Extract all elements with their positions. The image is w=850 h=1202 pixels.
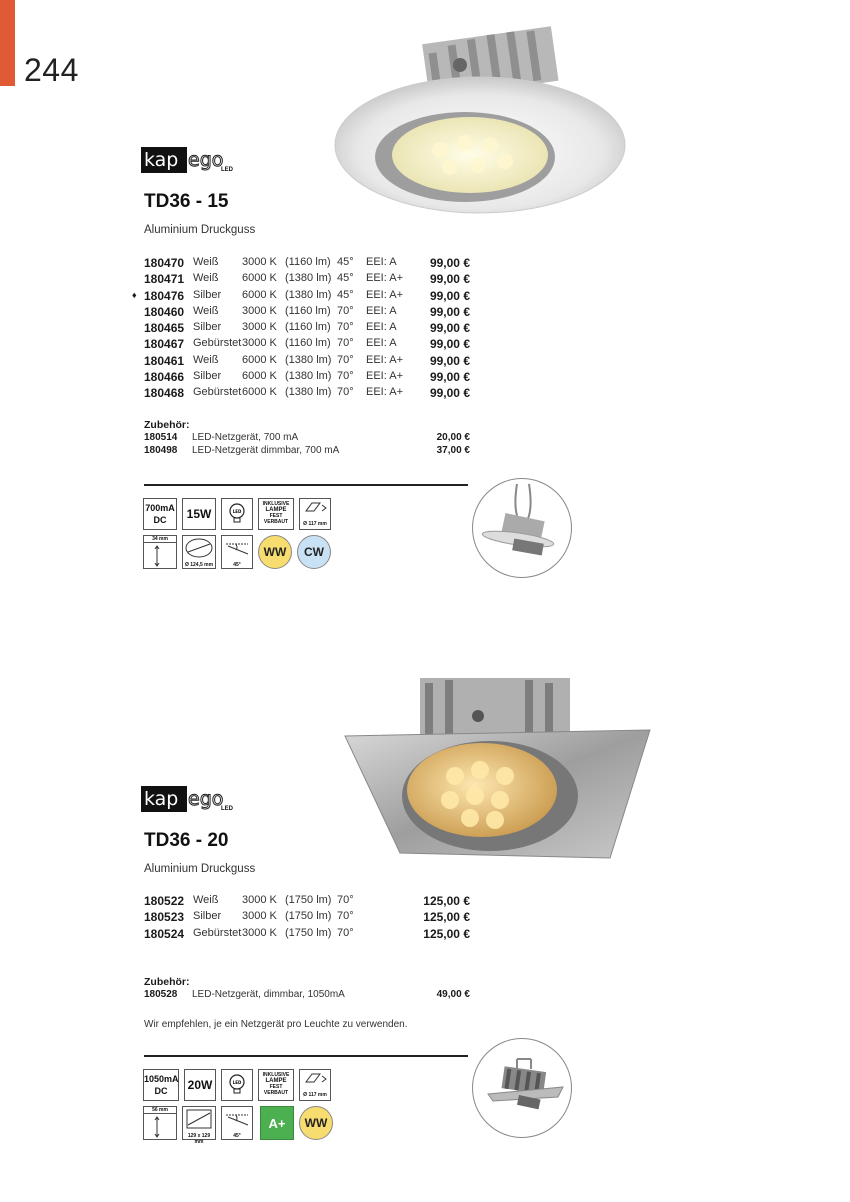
current-type: DC [153, 515, 167, 525]
lamp-label-2: LAMPE [265, 1078, 287, 1084]
color-temperature: 6000 K [242, 370, 277, 383]
current-icon [143, 498, 177, 530]
tilt-icon [221, 1106, 253, 1140]
depth-icon [143, 1106, 177, 1140]
energy-efficiency-class: EEI: A [366, 321, 397, 334]
accessory-code: 180528 [144, 989, 178, 1000]
lamp-label-3: FEST VERBAUT [263, 1084, 289, 1096]
accessory-code: 180514 [144, 432, 178, 443]
luminous-flux: (1750 lm) [285, 894, 332, 906]
accessory-code: 180498 [144, 445, 178, 456]
variant-row [132, 288, 470, 305]
product-thumbnail-round [472, 478, 572, 578]
beam-angle: 70° [337, 304, 354, 317]
current-icon [143, 1069, 179, 1101]
color-temperature: 3000 K [242, 321, 277, 334]
energy-efficiency-class: EEI: A [366, 337, 397, 350]
energy-efficiency-class: EEI: A+ [366, 288, 403, 301]
lamp-label-1: INKLUSIVE [262, 501, 290, 507]
finish-color: Weiß [193, 304, 219, 317]
article-number: 180476 [144, 288, 185, 303]
product-photo-round-downlight [330, 15, 650, 225]
accessory-row [144, 445, 470, 458]
article-number: 180470 [144, 256, 185, 270]
page-number: 244 [24, 52, 79, 88]
kapego-led-logo [141, 786, 237, 814]
luminous-flux: (1380 lm) [285, 272, 332, 285]
article-number: 180460 [144, 304, 185, 319]
dimension-label: 129 x 129 mm [187, 1133, 211, 1145]
finish-color: Silber [193, 321, 222, 334]
article-number: 180466 [144, 370, 185, 385]
energy-efficiency-class: EEI: A+ [366, 353, 403, 366]
depth-label: 56 mm [144, 1107, 176, 1114]
finish-color: Weiß [193, 353, 219, 366]
recommendation-note: Wir empfehlen, je ein Netzgerät pro Leuchte zu verwenden. [144, 1019, 408, 1030]
beam-angle: 70° [337, 321, 354, 334]
luminous-flux: (1160 lm) [285, 304, 331, 317]
article-number: 180524 [144, 926, 185, 941]
current-type: DC [154, 1086, 168, 1096]
accessory-price: 20,00 € [436, 432, 470, 443]
finish-color: Weiß [193, 272, 219, 285]
luminous-flux: (1380 lm) [285, 353, 332, 366]
luminous-flux: (1750 lm) [285, 910, 332, 923]
variant-row [144, 256, 470, 272]
dimension-icon [182, 1106, 216, 1145]
finish-color: Weiß [193, 256, 219, 268]
led-label: LED [232, 509, 242, 514]
included-lamp-icon [258, 498, 294, 530]
product-title: TD36 - 15 [144, 191, 229, 212]
price: 99,00 € [429, 256, 470, 270]
luminous-flux: (1160 lm) [285, 256, 331, 268]
price: 125,00 € [423, 926, 470, 941]
accessory-description: LED-Netzgerät dimmbar, 700 mA [192, 445, 340, 456]
beam-angle: 70° [337, 353, 354, 366]
page-accent-tab [0, 0, 15, 86]
product-material: Aluminium Druckguss [144, 224, 256, 236]
diameter-icon [182, 535, 216, 569]
lamp-label-2: LAMPE [265, 507, 287, 513]
logo-led-text: LED [221, 806, 233, 812]
price: 99,00 € [429, 304, 470, 319]
luminous-flux: (1160 lm) [285, 337, 331, 350]
tilt-label: 45° [233, 1133, 241, 1139]
logo-box-text: kap [141, 786, 187, 812]
led-bulb-icon [221, 1069, 253, 1101]
led-label: LED [232, 1080, 242, 1085]
energy-class-badge: A+ [260, 1106, 294, 1140]
finish-color: Gebürstet [193, 337, 242, 350]
price: 99,00 € [429, 321, 470, 336]
price: 99,00 € [429, 386, 470, 401]
diameter-label: Ø 124,5 mm [184, 562, 214, 568]
price: 99,00 € [429, 353, 470, 368]
accessory-price: 37,00 € [436, 445, 470, 456]
tilt-label: 45° [233, 562, 241, 568]
finish-color: Weiß [193, 894, 219, 906]
color-temperature: 6000 K [242, 386, 277, 399]
beam-angle: 70° [337, 386, 354, 399]
beam-angle: 70° [337, 894, 354, 906]
wattage-icon: 15W [182, 498, 216, 530]
warm-white-badge: WW [299, 1106, 333, 1140]
variant-row [144, 354, 470, 370]
energy-efficiency-class: EEI: A [366, 304, 397, 317]
energy-efficiency-class: EEI: A+ [366, 370, 403, 383]
accessories-section [144, 419, 470, 458]
color-temperature: 3000 K [242, 256, 277, 268]
energy-efficiency-class: EEI: A+ [366, 386, 403, 399]
product-variant-list [144, 894, 470, 943]
article-number: 180468 [144, 386, 185, 401]
variant-row [144, 370, 470, 386]
luminous-flux: (1380 lm) [285, 370, 332, 383]
accessories-heading: Zubehör: [144, 976, 190, 988]
variant-row [144, 894, 470, 910]
wattage-icon: 20W [184, 1069, 216, 1101]
article-number: 180467 [144, 337, 185, 352]
article-number: 180461 [144, 353, 185, 368]
cutout-icon [299, 498, 331, 530]
luminous-flux: (1380 lm) [285, 386, 332, 399]
beam-angle: 70° [337, 926, 354, 939]
color-temperature: 6000 K [242, 288, 277, 301]
accessory-row [144, 432, 470, 445]
current-value: 700mA [145, 503, 175, 513]
depth-label: 34 mm [144, 536, 176, 543]
energy-efficiency-class: EEI: A [366, 256, 397, 268]
included-lamp-icon [258, 1069, 294, 1101]
accessories-section [144, 976, 470, 1002]
beam-angle: 70° [337, 370, 354, 383]
article-number: 180471 [144, 272, 185, 287]
price: 99,00 € [429, 370, 470, 385]
logo-led-text: LED [221, 167, 233, 173]
warm-white-badge: WW [258, 535, 292, 569]
lamp-label-3: FEST VERBAUT [263, 513, 289, 525]
cool-white-badge: CW [297, 535, 331, 569]
price: 99,00 € [429, 272, 470, 287]
product-variant-list [132, 256, 470, 403]
cutout-icon [299, 1069, 331, 1101]
color-temperature: 3000 K [242, 910, 277, 923]
beam-angle: 45° [337, 256, 354, 268]
lamp-label-1: INKLUSIVE [262, 1072, 290, 1078]
color-temperature: 3000 K [242, 337, 277, 350]
section-divider [144, 484, 468, 486]
finish-color: Gebürstet [193, 386, 242, 399]
current-value: 1050mA [144, 1074, 179, 1084]
variant-row [144, 321, 470, 337]
variant-row [144, 910, 470, 926]
accessory-price: 49,00 € [436, 989, 470, 1000]
depth-icon [143, 535, 177, 569]
variant-row [144, 337, 470, 353]
energy-efficiency-class: EEI: A+ [366, 272, 403, 285]
finish-color: Silber [193, 370, 222, 383]
cutout-label: Ø 117 mm [303, 521, 327, 527]
luminous-flux: (1160 lm) [285, 321, 331, 334]
accessory-row [144, 989, 470, 1002]
led-bulb-icon [221, 498, 253, 530]
kapego-led-logo [141, 147, 237, 175]
accessories-heading: Zubehör: [144, 419, 190, 431]
accessory-description: LED-Netzgerät, dimmbar, 1050mA [192, 989, 345, 1000]
logo-outline-text: ego [188, 788, 224, 810]
price: 125,00 € [423, 894, 470, 908]
product-photo-square-downlight [340, 668, 660, 878]
article-number: 180522 [144, 894, 185, 908]
accessory-description: LED-Netzgerät, 700 mA [192, 432, 299, 443]
logo-box-text: kap [141, 147, 187, 173]
finish-color: Silber [193, 288, 222, 301]
tilt-icon [221, 535, 253, 569]
article-number: 180523 [144, 910, 185, 925]
variant-row [144, 305, 470, 321]
color-temperature: 3000 K [242, 926, 277, 939]
color-temperature: 3000 K [242, 894, 277, 906]
beam-angle: 45° [337, 288, 354, 301]
section-divider [144, 1055, 468, 1057]
cutout-label: Ø 117 mm [303, 1092, 327, 1098]
variant-row [144, 927, 470, 943]
finish-color: Silber [193, 910, 222, 923]
product-thumbnail-square [472, 1038, 572, 1138]
color-temperature: 6000 K [242, 272, 277, 285]
featured-marker: ♦ [132, 289, 137, 300]
beam-angle: 70° [337, 910, 354, 923]
beam-angle: 45° [337, 272, 354, 285]
luminous-flux: (1750 lm) [285, 926, 332, 939]
variant-row [144, 386, 470, 402]
luminous-flux: (1380 lm) [285, 288, 332, 301]
beam-angle: 70° [337, 337, 354, 350]
finish-color: Gebürstet [193, 926, 242, 939]
price: 125,00 € [423, 910, 470, 925]
price: 99,00 € [429, 337, 470, 352]
color-temperature: 3000 K [242, 304, 277, 317]
variant-row [144, 272, 470, 288]
price: 99,00 € [429, 288, 470, 303]
product-material: Aluminium Druckguss [144, 863, 256, 875]
logo-outline-text: ego [188, 149, 224, 171]
color-temperature: 6000 K [242, 353, 277, 366]
article-number: 180465 [144, 321, 185, 336]
product-title: TD36 - 20 [144, 830, 229, 851]
